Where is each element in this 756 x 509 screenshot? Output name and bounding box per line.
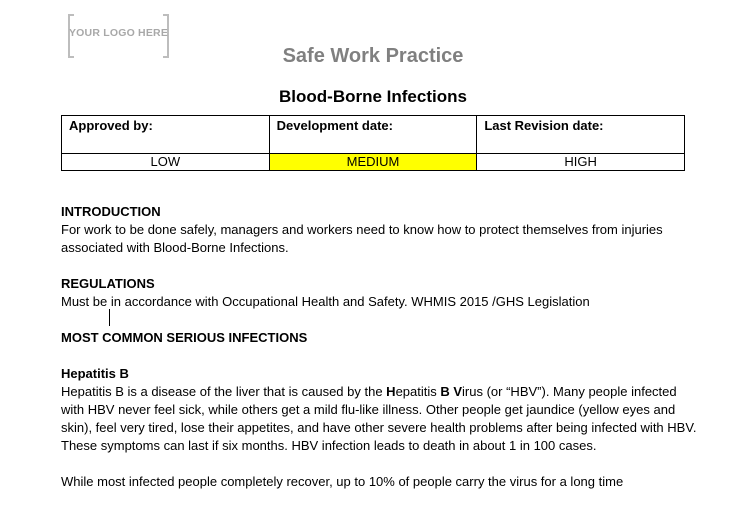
introduction-text: For work to be done safely, managers and workers need to know how to protect themselves from injuries associated with Blood-Borne Infections.: [61, 222, 663, 255]
meta-header-row: [62, 116, 685, 154]
risk-level-low[interactable]: LOW: [62, 154, 270, 171]
text-cursor: [109, 309, 110, 326]
document-type: Safe Work Practice: [282, 45, 464, 67]
introduction-heading: INTRODUCTION: [61, 204, 161, 219]
last-revision-date-cell[interactable]: Last Revision date:: [477, 116, 685, 154]
logo-text: YOUR LOGO HERE: [68, 27, 169, 39]
regulations-heading: REGULATIONS: [61, 276, 155, 291]
hepatitis-b-paragraph-2: While most infected people completely recover, up to 10% of people carry the virus for a long time: [61, 474, 624, 489]
hepatitis-b-heading: Hepatitis B: [61, 366, 129, 381]
risk-level-medium[interactable]: MEDIUM: [269, 154, 477, 171]
document-title: Blood-Borne Infections: [279, 87, 467, 106]
document-meta-table: [61, 115, 685, 171]
approved-by-cell[interactable]: Approved by:: [62, 116, 270, 154]
development-date-cell[interactable]: Development date:: [269, 116, 477, 154]
hepatitis-b-text-c: irus (or “HBV”). Many people infected with HBV never feel sick, while others get a mild flu-like illness. Other people get jaundice (yellow eyes and skin), feel very tired, lose their appetites, and have other severe health problems after being infected with HBV. These symptoms can last if six months. HBV infection leads to death in about 1 in 100 cases.: [61, 384, 697, 453]
hepatitis-b-text-b: epatitis: [395, 384, 441, 399]
hepatitis-b-text-a: Hepatitis B is a disease of the liver that is caused by the: [61, 384, 387, 399]
common-infections-heading: MOST COMMON SERIOUS INFECTIONS: [61, 330, 308, 345]
hepatitis-b-paragraph: [61, 383, 701, 455]
risk-level-high[interactable]: HIGH: [477, 154, 685, 171]
hepatitis-b-bold-bv: B V: [440, 384, 463, 399]
regulations-text: Must be in accordance with Occupational Health and Safety. WHMIS 2015 /GHS Legislation: [61, 294, 590, 309]
document-body[interactable]: [61, 203, 701, 509]
risk-level-row: [62, 154, 685, 171]
hepatitis-b-bold-h: H: [386, 384, 396, 399]
